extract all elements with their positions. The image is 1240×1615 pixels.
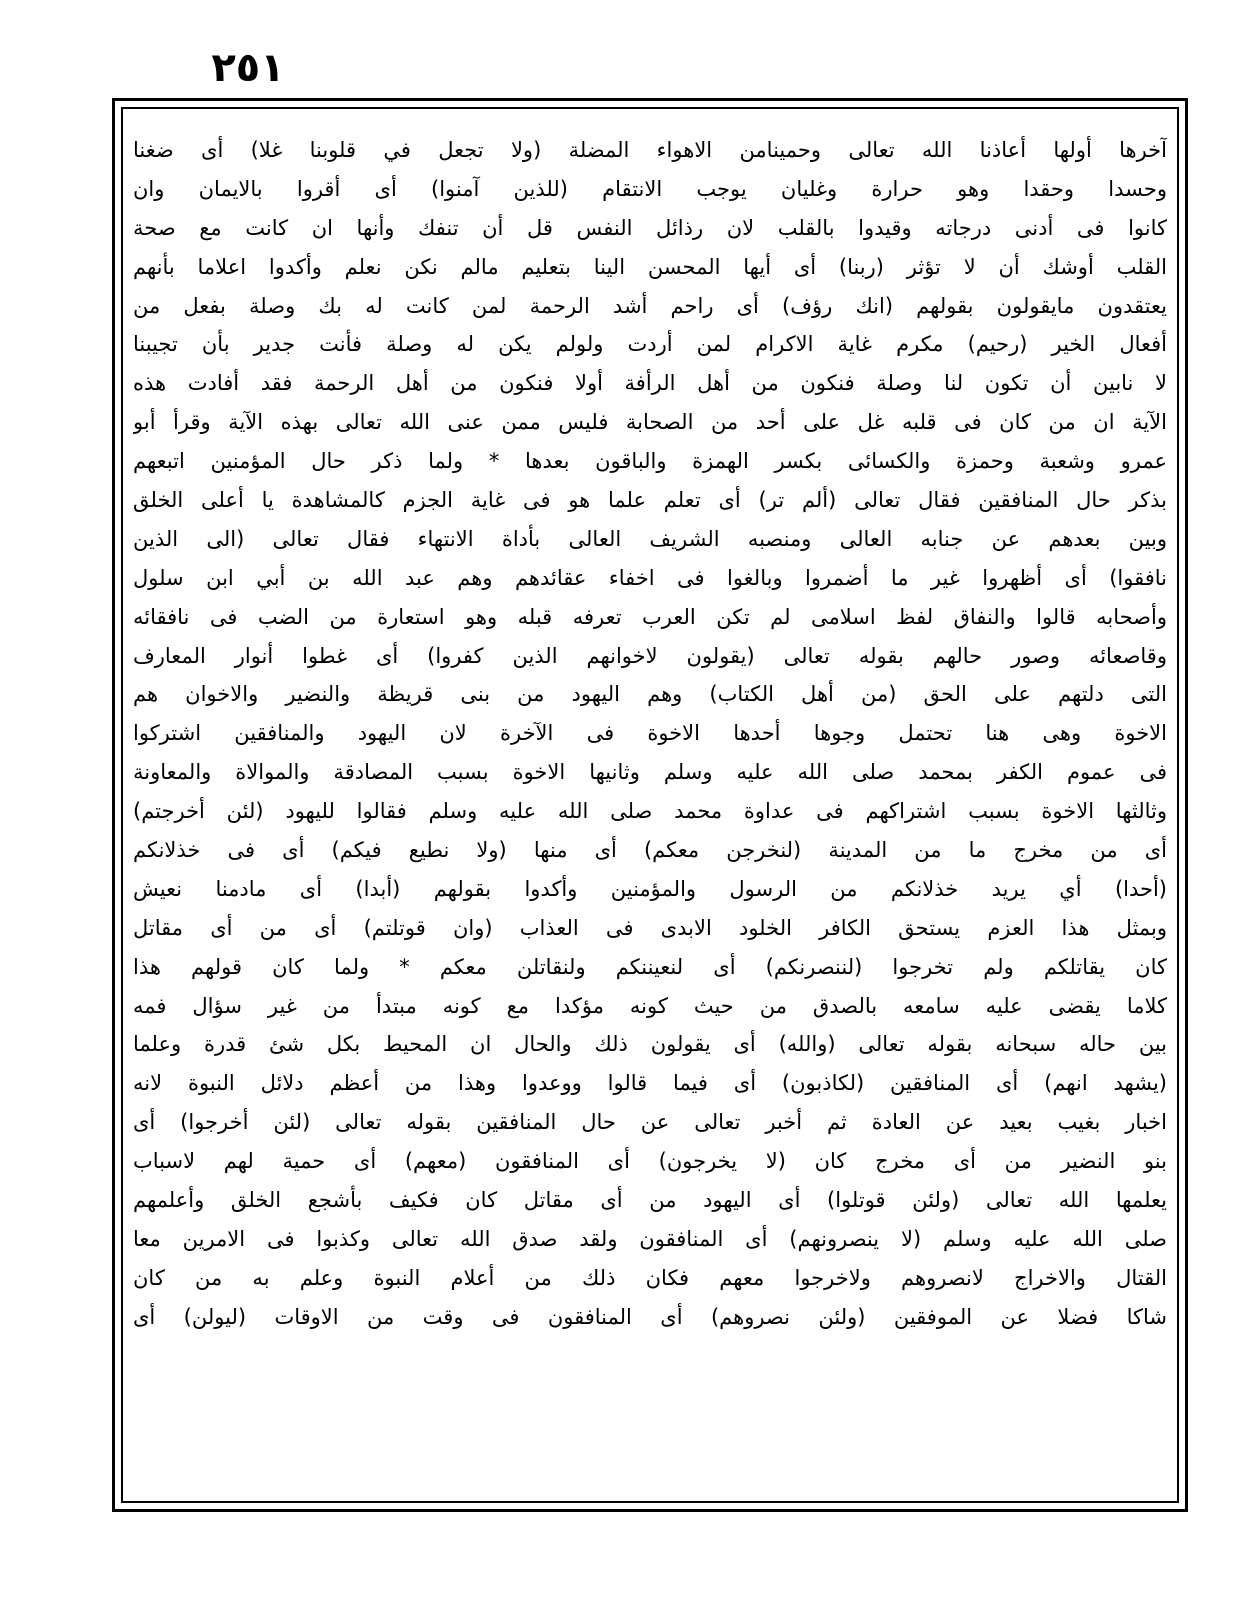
text-line: عمرو وشعبة وحمزة والكسائى بكسر الهمزة والباقون بعدها * ولما ذكر حال المؤمنين اتبعهم (133, 449, 1167, 474)
text-line: (يشهد انهم) أى المنافقين (لكاذبون) أى فيما قالوا ووعدوا وهذا من أعظم دلائل النبوة لانه (133, 1071, 1167, 1096)
text-line: لا نابين أن تكون لنا وصلة فنكون من أهل الرأفة أولا فنكون من أهل الرحمة فقد أفادت هذه (133, 371, 1167, 396)
text-line: شاكا فضلا عن الموفقين (ولئن نصروهم) أى المنافقون فى وقت من الاوقات (ليولن) أى (133, 1304, 1167, 1329)
text-line: كانوا فى أدنى درجاته وقيدوا بالقلب لان رذائل النفس قل أن تنفك وأنها ان كانت مع صحة (133, 215, 1167, 240)
text-line (133, 1337, 1167, 1376)
text-line: بنو النضير من أى مخرج كان (لا يخرجون) أى المنافقون (معهم) أى حمية لهم لاسباب (133, 1149, 1167, 1174)
text-line: وثالثها الاخوة بسبب اشتراكهم فى عداوة محمد صلى الله عليه وسلم فقالوا لليهود (لئن أخرجتم) (133, 799, 1167, 824)
text-line: أفعال الخير (رحيم) مكرم غاية الاكرام لمن أردت ولولم يكن له وصلة فأنت جدير بأن تجيبنا (133, 332, 1167, 357)
text-line: نافقوا) أى أظهروا غير ما أضمروا وبالغوا فى اخفاء عقائدهم وهم عبد الله بن أبي ابن سلول (133, 565, 1167, 590)
text-line: اخبار بغيب بعيد عن العادة ثم أخبر تعالى عن حال المنافقين بقوله تعالى (لئن أخرجوا) أى (133, 1110, 1167, 1135)
text-line: أى من مخرج ما من المدينة (لنخرجن معكم) أى منها (ولا نطيع فيكم) أى فى خذلانكم (133, 838, 1167, 863)
text-line: بذكر حال المنافقين فقال تعالى (ألم تر) أى تعلم علما هو فى غاية الجزم كالمشاهدة يا أعلى الخلق (133, 488, 1167, 513)
text-line: وأصحابه قالوا والنفاق لفظ اسلامى لم تكن العرب تعرفه قبله وهو استعارة من الضب فى نافقائه (133, 604, 1167, 629)
text-line: يعلمها الله تعالى (ولئن قوتلوا) أى اليهود من أى مقاتل كان فكيف بأشجع الخلق وأعلمهم (133, 1188, 1167, 1213)
text-line: بين حاله سبحانه بقوله تعالى (والله) أى يقولون ذلك والحال ان المحيط بكل شئ قدرة وعلما (133, 1032, 1167, 1057)
text-line: القلب أوشك أن لا تؤثر (ربنا) أى أيها المحسن الينا بتعليم مالم نكن نعلم وأكدوا اعلاما بأنهم (133, 254, 1167, 279)
text-line: كان يقاتلكم ولم تخرجوا (لننصرنكم) أى لنعيننكم ولنقاتلن معكم * ولما كان قولهم هذا (133, 954, 1167, 979)
text-line: صلى الله عليه وسلم (لا ينصرونهم) أى المنافقون ولقد صدق الله تعالى وكذبوا فى الامرين معا (133, 1226, 1167, 1251)
text-line: التى دلتهم على الحق (من أهل الكتاب) وهم اليهود من بنى قريظة والنضير والاخوان هم (133, 682, 1167, 707)
text-line: الآية ان من كان فى قلبه غل على أحد من الصحابة فليس ممن عنى الله تعالى بهذه الآية وقرأ أبو (133, 410, 1167, 435)
page-number: ٢٥١ (211, 45, 285, 91)
text-body (133, 131, 1167, 1492)
text-line: فى عموم الكفر بمحمد صلى الله عليه وسلم وثانيها الاخوة بسبب المصادقة والموالاة والمعاونة (133, 760, 1167, 785)
text-line: وبمثل هذا العزم يستحق الكافر الخلود الابدى فى العذاب (وان قوتلتم) أى من أى مقاتل (133, 915, 1167, 940)
page-border (112, 98, 1188, 1512)
text-line: الاخوة وهى هنا تحتمل وجوها أحدها الاخوة فى الآخرة لان اليهود والمنافقين اشتركوا (133, 721, 1167, 746)
text-line: آخرها أولها أعاذنا الله تعالى وحمينامن الاهواء المضلة (ولا تجعل في قلوبنا غلا) أى ضغنا (133, 138, 1167, 162)
text-line (133, 1453, 1167, 1492)
text-line: يعتقدون مايقولون بقولهم (انك رؤف) أى راحم أشد الرحمة لمن كانت له بك وصلة بفعل من (133, 293, 1167, 318)
page-inner-border (121, 107, 1179, 1503)
text-line: وبين بعدهم عن جنابه العالى ومنصبه الشريف العالى بأداة الانتهاء فقال تعالى (الى الذين (133, 526, 1167, 551)
text-line: (أحدا) أي يريد خذلانكم من الرسول والمؤمنين وأكدوا بقولهم (أبدا) أى مادمنا نعيش (133, 876, 1167, 901)
text-line: كلاما يقضى عليه سامعه بالصدق من حيث كونه مؤكدا مع كونه مبتدأ من غير سؤال فمه (133, 993, 1167, 1018)
text-line (133, 1414, 1167, 1453)
text-line (133, 1376, 1167, 1415)
text-line: القتال والاخراج لانصروهم ولاخرجوا معهم فكان ذلك من أعلام النبوة وعلم به من كان (133, 1265, 1167, 1290)
text-line: وحسدا وحقدا وهو حرارة وغليان يوجب الانتقام (للذين آمنوا) أى أقروا بالايمان وان (133, 176, 1167, 201)
text-line: وقاصعائه وصور حالهم بقوله تعالى (يقولون لاخوانهم الذين كفروا) أى غطوا أنوار المعارف (133, 643, 1167, 668)
